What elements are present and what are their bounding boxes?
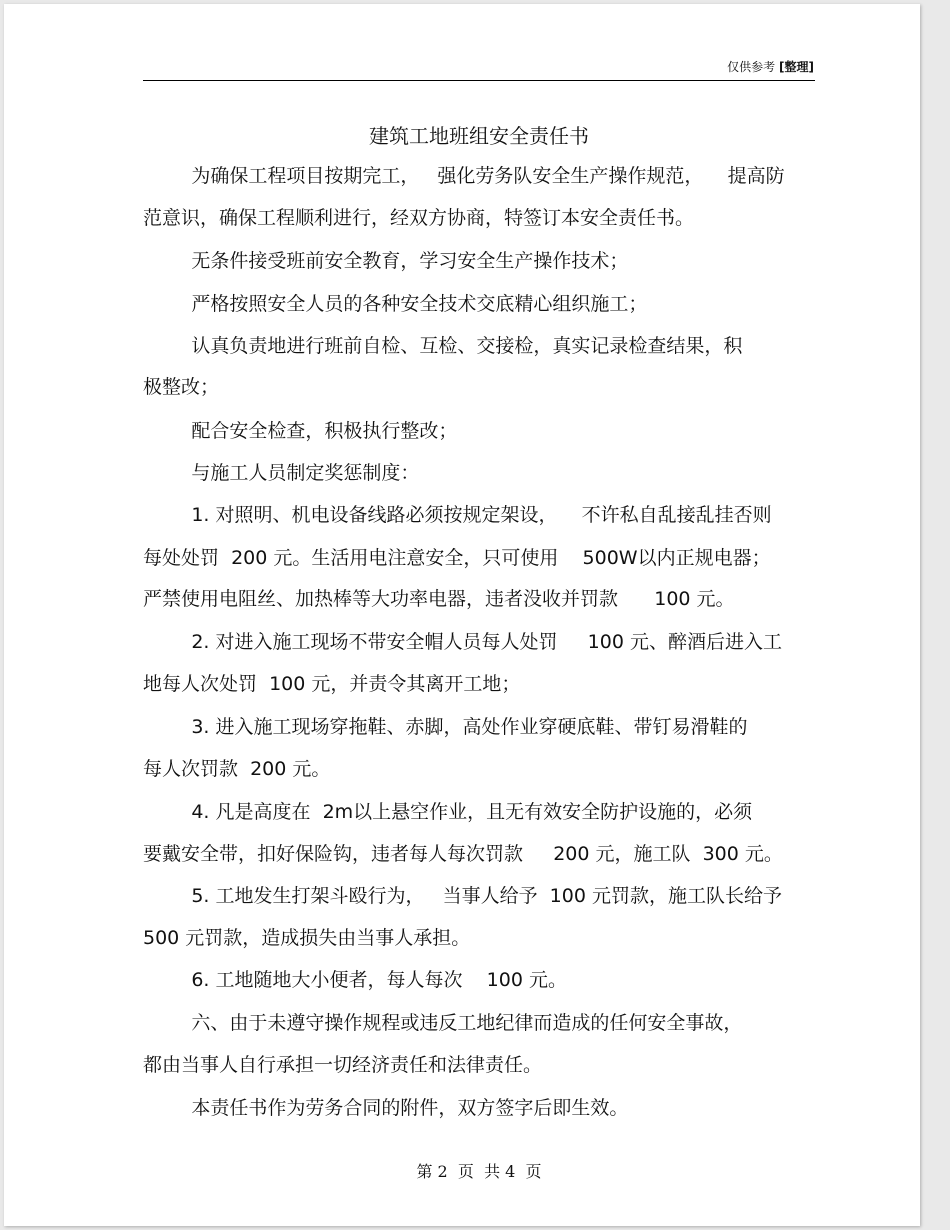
body-line: 认真负责地进行班前自检、互检、交接检，真实记录检查结果，积 bbox=[143, 335, 743, 357]
body-line: 配合安全检查，积极执行整改； bbox=[143, 420, 458, 442]
body-line: 本责任书作为劳务合同的附件，双方签字后即生效。 bbox=[143, 1097, 629, 1119]
body-line: 5. 工地发生打架斗殴行为， 当事人给予 100 元罚款，施工队长给予 bbox=[143, 885, 782, 907]
header-divider bbox=[143, 80, 815, 81]
document-title: 建筑工地班组安全责任书 bbox=[369, 124, 589, 148]
document-page bbox=[4, 4, 920, 1226]
header-note: 仅供参考 bbox=[727, 60, 776, 74]
body-line: 1. 对照明、机电设备线路必须按规定架设， 不许私自乱接乱挂否则 bbox=[143, 504, 772, 526]
body-line: 500 元罚款，造成损失由当事人承担。 bbox=[143, 927, 471, 949]
page-number: 第 2 页 共 4 页 bbox=[416, 1162, 542, 1181]
body-line: 严禁使用电阻丝、加热棒等大功率电器，违者没收并罚款 100 元。 bbox=[143, 588, 735, 610]
header-tag: [整理] bbox=[779, 60, 814, 74]
body-line: 地每人次处罚 100 元，并责令其离开工地； bbox=[143, 673, 521, 695]
body-line: 范意识，确保工程顺利进行，经双方协商，特签订本安全责任书。 bbox=[143, 207, 695, 229]
body-line: 为确保工程项目按期完工， 强化劳务队安全生产操作规范， 提高防 bbox=[143, 165, 785, 187]
body-line: 6. 工地随地大小便者，每人每次 100 元。 bbox=[143, 969, 567, 991]
page-header bbox=[144, 58, 814, 75]
body-line: 3. 进入施工现场穿拖鞋、赤脚，高处作业穿硬底鞋、带钉易滑鞋的 bbox=[143, 716, 748, 738]
body-line: 与施工人员制定奖惩制度： bbox=[143, 462, 420, 484]
body-line: 六、由于未遵守操作规程或违反工地纪律而造成的任何安全事故， bbox=[143, 1012, 743, 1034]
body-line: 极整改； bbox=[143, 376, 220, 398]
body-line: 严格按照安全人员的各种安全技术交底精心组织施工； bbox=[143, 293, 648, 315]
body-line: 每人次罚款 200 元。 bbox=[143, 758, 331, 780]
body-line: 4. 凡是高度在 2m以上悬空作业，且无有效安全防护设施的，必须 bbox=[143, 801, 753, 823]
body-line: 要戴安全带，扣好保险钩，违者每人每次罚款 200 元，施工队 300 元。 bbox=[143, 843, 783, 865]
body-line: 每处处罚 200 元。生活用电注意安全，只可使用 500W以内正规电器； bbox=[143, 547, 771, 569]
body-line: 都由当事人自行承担一切经济责任和法律责任。 bbox=[143, 1054, 543, 1076]
body-line: 2. 对进入施工现场不带安全帽人员每人处罚 100 元、醉酒后进入工 bbox=[143, 631, 782, 653]
body-line: 无条件接受班前安全教育，学习安全生产操作技术； bbox=[143, 250, 629, 272]
